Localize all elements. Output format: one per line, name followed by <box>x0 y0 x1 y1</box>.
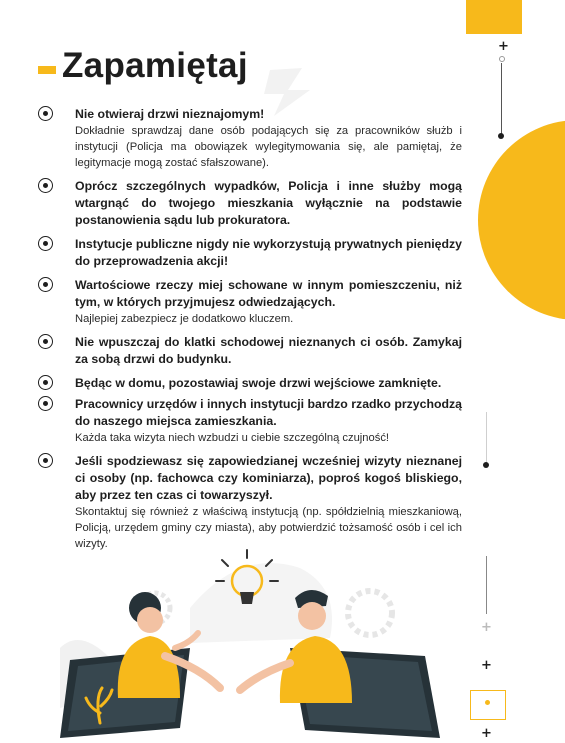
page-title: Zapamiętaj <box>62 46 248 85</box>
right-accent-circle <box>478 120 565 320</box>
video-call-illustration <box>40 548 470 743</box>
item-heading: Jeśli spodziewasz się zapowiedzianej wcześniej wizyty nieznanej ci osoby (np. fachowca czy kominiarza), poproś kogoś bliskiego, aby przez ten czas ci towarzyszył. <box>75 454 462 502</box>
item-heading: Nie wpuszczaj do klatki schodowej nieznanych ci osób. Zamykaj za sobą drzwi do budynku. <box>75 335 462 366</box>
item-heading: Oprócz szczególnych wypadków, Policja i inne służby mogą wtargnąć do twojego mieszkania wyłącznie na podstawie postanowienia sądu lub prokuratora. <box>75 179 462 227</box>
list-item <box>38 453 462 552</box>
item-heading: Instytucje publiczne nigdy nie wykorzystują prywatnych pieniędzy do przeprowadzenia akcji! <box>75 237 462 268</box>
top-accent-rectangle <box>466 0 522 34</box>
bullet-icon <box>38 106 53 121</box>
vertical-line <box>501 63 502 135</box>
list-item <box>38 375 462 392</box>
line-end-dot <box>483 462 489 468</box>
plus-icon: + <box>481 620 492 635</box>
list-item <box>38 178 462 229</box>
bullet-icon <box>38 396 53 411</box>
title-accent-bar <box>38 66 56 74</box>
bullet-icon <box>38 453 53 468</box>
bullet-icon <box>38 334 53 349</box>
item-heading: Wartościowe rzeczy miej schowane w innym pomieszczeniu, niż tym, w których przyjmujesz odwiedzających. <box>75 278 462 309</box>
list-item <box>38 277 462 327</box>
bullet-icon <box>38 375 53 390</box>
item-description: Skontaktuj się również z właściwą instytucją (np. spółdzielnią mieszkaniową, Policją, urzędem gminy czy miasta), aby potwierdzić tożsamość osób i cel ich wizyty. <box>75 506 462 550</box>
bullet-icon <box>38 236 53 251</box>
vertical-line <box>486 412 487 464</box>
item-description: Dokładnie sprawdzaj dane osób podających się za pracowników służb i instytucji (Policja ma obowiązek wylegitymowania się, ale pamiętaj, że legitymacje mogą zostać sfałszowane). <box>75 125 462 169</box>
list-item <box>38 396 462 446</box>
item-heading: Pracownicy urzędów i innych instytucji bardzo rzadko przychodzą do naszego miejsca zamieszkania. <box>75 397 462 428</box>
tips-list <box>38 106 462 559</box>
vertical-line <box>486 556 487 614</box>
plus-icon: + <box>498 39 509 54</box>
list-item <box>38 106 462 171</box>
item-heading: Nie otwieraj drzwi nieznajomym! <box>75 107 265 121</box>
accent-square-outline <box>470 690 506 720</box>
line-end-dot <box>498 133 504 139</box>
ring-dot <box>499 56 505 62</box>
bullet-icon <box>38 178 53 193</box>
item-description: Każda taka wizyta niech wzbudzi u ciebie szczególną czujność! <box>75 432 390 444</box>
item-description: Najlepiej zabezpiecz je dodatkowo kluczem. <box>75 313 294 325</box>
bullet-icon <box>38 277 53 292</box>
item-heading: Będąc w domu, pozostawiaj swoje drzwi wejściowe zamknięte. <box>75 376 442 390</box>
accent-dot <box>485 700 490 705</box>
plus-icon: + <box>481 726 492 741</box>
list-item <box>38 334 462 368</box>
list-item <box>38 236 462 270</box>
plus-icon: + <box>481 658 492 673</box>
